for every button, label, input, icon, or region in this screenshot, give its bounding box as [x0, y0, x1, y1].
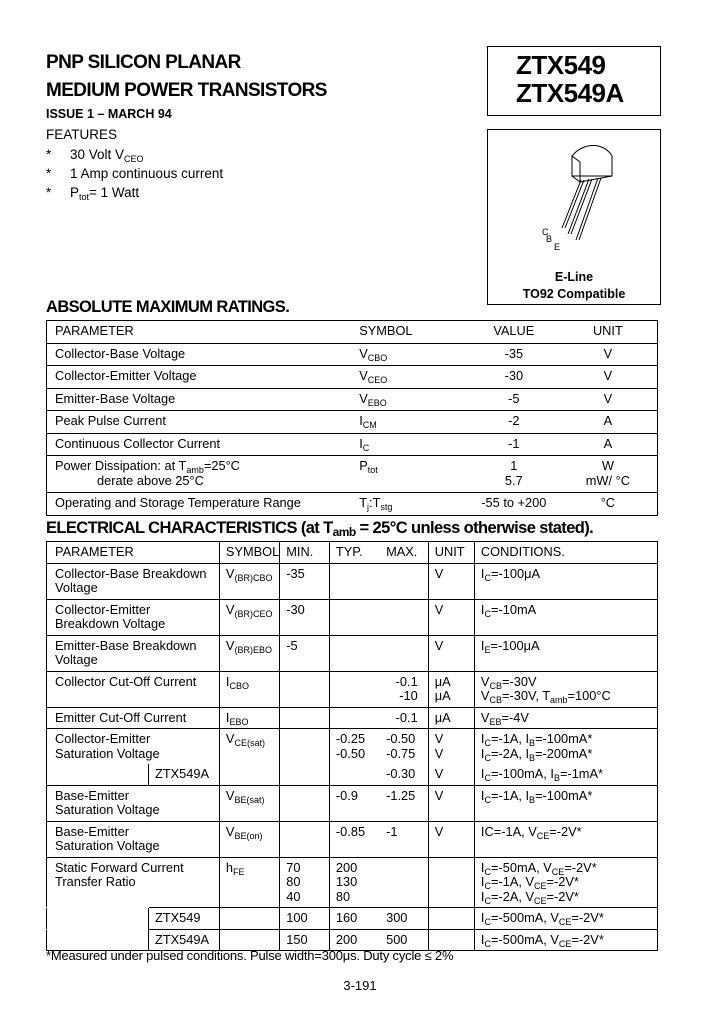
package-compat: TO92 Compatible — [522, 287, 626, 301]
table-row — [47, 785, 658, 821]
symbol-cell: $T_j:T_{stg}$ — [359, 495, 393, 512]
typ-cell: -0.85 — [329, 821, 380, 857]
param-cell: Collector-Base Breakdown Voltage — [55, 565, 207, 595]
symbol-cell: $h_{FE}$ — [219, 857, 279, 908]
feature-text-after: = 1 Watt — [89, 185, 140, 200]
table-row-power — [47, 456, 658, 493]
header-typ: TYP. — [329, 542, 380, 564]
param-cell: Collector Cut-Off Current — [55, 673, 197, 689]
max-cell: -0.1 -10 — [395, 673, 418, 703]
table-row — [47, 343, 658, 366]
unit-cell: W mW/ °C — [585, 458, 630, 488]
to92-package-drawing — [488, 130, 660, 260]
min-cell: -5 — [280, 635, 330, 671]
max-cell: -0.30 — [386, 766, 416, 781]
title-line-1: PNP SILICON PLANAR — [46, 52, 241, 73]
symbol-cell: $V_{CE(sat)}$ — [219, 729, 279, 765]
abs-ratings-title: ABSOLUTE MAXIMUM RATINGS. — [46, 298, 290, 316]
min-cell: -30 — [280, 599, 330, 635]
typ-cell: 160 — [329, 908, 380, 930]
min-cell: 100 — [280, 908, 330, 930]
value-cell: -2 — [508, 413, 520, 428]
variant-label: ZTX549 — [149, 908, 220, 930]
header-unit: UNIT — [592, 323, 623, 338]
table-row — [47, 411, 658, 434]
footnote: *Measured under pulsed conditions. Pulse width=300μs. Duty cycle ≤ 2% — [46, 948, 454, 963]
header-symbol: SYMBOL — [359, 323, 413, 338]
part-number-1: ZTX549 — [516, 50, 606, 80]
symbol-cell: $I_{CM}$ — [359, 413, 377, 430]
symbol-cell: $V_{(BR)CEO}$ — [219, 599, 279, 635]
feature-text: 1 Amp continuous current — [70, 166, 224, 181]
header-parameter: PARAMETER — [55, 544, 134, 559]
electrical-characteristics-table — [46, 541, 658, 951]
min-cell: 150 — [280, 929, 330, 951]
unit-cell: A — [603, 435, 613, 451]
header-conditions: CONDITIONS. — [474, 542, 657, 564]
param-cell: Collector-Emitter Breakdown Voltage — [55, 601, 166, 631]
unit-cell: V — [603, 345, 613, 361]
header-max: MAX. — [386, 544, 418, 559]
bullet: * — [46, 166, 52, 181]
value-cell: -5 — [508, 390, 520, 406]
symbol-cell: $V_{CBO}$ — [359, 345, 388, 363]
max-cell: -0.50 -0.75 — [386, 731, 416, 761]
max-cell: -1.25 — [386, 787, 416, 803]
conditions-cell: $I_E=-100\mu A$ — [474, 635, 657, 671]
variant-label: ZTX549A — [149, 764, 220, 785]
typ-cell: -0.9 — [329, 785, 380, 821]
feature-text: 30 Volt V — [70, 147, 125, 162]
feature-item — [46, 164, 224, 183]
conditions-cell: $V_{EB}=-4V$ — [474, 707, 657, 729]
package-name: E-Line — [554, 270, 594, 284]
feature-item — [46, 183, 140, 202]
unit-cell: V V — [428, 729, 474, 765]
value-cell: -35 — [504, 345, 524, 361]
feature-text: P — [70, 185, 80, 200]
unit-cell: °C — [600, 495, 616, 510]
header-min: MIN. — [280, 542, 330, 564]
conditions-cell: $I_C=-1A$, $I_B=-100mA*$ — [474, 785, 657, 821]
param-cell: Emitter Cut-Off Current — [55, 709, 187, 725]
table-header-row — [47, 542, 658, 564]
symbol-cell: $V_{BE(sat)}$ — [219, 785, 279, 821]
value-cell: -30 — [504, 368, 524, 383]
symbol-cell: $I_C$ — [359, 435, 370, 453]
symbol-cell: $V_{EBO}$ — [359, 390, 387, 408]
unit-cell: V — [428, 821, 474, 857]
unit-cell: μA — [428, 707, 474, 729]
features-heading: FEATURES — [46, 127, 118, 142]
conditions-cell: $I_C=-500mA$, $V_{CE}=-2V*$ — [474, 929, 657, 951]
unit-cell: A — [603, 413, 613, 428]
symbol-cell: $P_{tot}$ — [359, 458, 378, 475]
pin-c-label: C — [542, 227, 549, 237]
param-cell: Power Dissipation: at $T_{amb}=25^\circ C$ derate above 25°C — [55, 458, 240, 488]
param-cell: Collector-Emitter Saturation Voltage — [55, 731, 160, 761]
table-row — [47, 857, 658, 908]
feature-item — [46, 145, 144, 164]
table-header-row — [47, 321, 658, 344]
pin-e-label: E — [554, 242, 561, 252]
table-subrow — [47, 908, 658, 930]
param-cell: Peak Pulse Current — [55, 413, 166, 428]
param-cell: Emitter-Base Breakdown Voltage — [55, 637, 197, 667]
conditions-cell: $V_{CB}=-30V$ $V_{CB}=-30V$, $T_{amb}=100^\circ C$ — [474, 671, 657, 707]
param-cell: Static Forward Current Transfer Ratio — [55, 859, 184, 889]
feature-sub: CEO — [124, 154, 144, 164]
symbol-cell: $I_{CBO}$ — [219, 671, 279, 707]
unit-cell: V — [428, 635, 474, 671]
table-row — [47, 433, 658, 456]
table-row — [47, 599, 658, 635]
header-value: VALUE — [493, 323, 535, 338]
param-cell: Collector-Base Voltage — [55, 345, 186, 361]
unit-cell: V — [603, 390, 613, 406]
value-cell: -55 to +200 — [481, 495, 547, 510]
unit-cell: V — [428, 785, 474, 821]
param-cell: Emitter-Base Voltage — [55, 390, 176, 406]
table-row — [47, 671, 658, 707]
table-row — [47, 366, 658, 389]
elec-title: ELECTRICAL CHARACTERISTICS (at $T_{amb} = 25^\circ C$ unless otherwise stated). — [46, 519, 594, 539]
param-cell: Operating and Storage Temperature Range — [55, 495, 301, 510]
header-parameter: PARAMETER — [55, 323, 134, 338]
param-cell: Collector-Emitter Voltage — [55, 368, 197, 383]
symbol-cell: $I_{EBO}$ — [219, 707, 279, 729]
table-row — [47, 563, 658, 599]
conditions-cell: $I_C=-10mA$ — [474, 599, 657, 635]
typ-cell: 200 — [329, 929, 380, 951]
param-cell: Base-Emitter Saturation Voltage — [55, 823, 160, 853]
value-cell: 1 5.7 — [504, 458, 523, 488]
pin-b-label: B — [546, 234, 553, 244]
conditions-cell: $I_C=-50mA$, $V_{CE}=-2V*$ $I_C=-1A$, $V_{CE}=-2V*$ $I_C=-2A$, $V_{CE}=-2V*$ — [474, 857, 657, 908]
abs-ratings-table — [46, 320, 658, 516]
table-subrow — [47, 764, 658, 785]
param-cell: Continuous Collector Current — [55, 435, 221, 451]
symbol-cell: $V_{(BR)EBO}$ — [219, 635, 279, 671]
table-row — [47, 729, 658, 765]
unit-cell: V — [428, 599, 474, 635]
variant-label: ZTX549A — [149, 929, 220, 951]
value-cell: -1 — [508, 435, 520, 451]
conditions-cell: $I_C=-100\mu A$ — [474, 563, 657, 599]
table-row — [47, 388, 658, 411]
typ-cell: 200 130 80 — [329, 857, 380, 908]
package-box — [487, 129, 661, 305]
page-number: 3-191 — [343, 978, 377, 993]
unit-cell: V — [428, 764, 474, 785]
issue-date: ISSUE 1 – MARCH 94 — [46, 107, 172, 121]
header-symbol: SYMBOL — [219, 542, 279, 564]
symbol-cell: $V_{(BR)CBO}$ — [219, 563, 279, 599]
title-line-2: MEDIUM POWER TRANSISTORS — [46, 80, 327, 101]
header-unit: UNIT — [428, 542, 474, 564]
part-number-box — [487, 46, 661, 116]
feature-sub: tot — [79, 192, 90, 202]
table-row — [47, 707, 658, 729]
symbol-cell: $V_{CEO}$ — [359, 368, 388, 385]
typ-cell: -0.25 -0.50 — [329, 729, 380, 765]
conditions-cell: IC=-1A, $V_{CE}=-2V*$ — [474, 821, 657, 857]
min-cell: -35 — [280, 563, 330, 599]
conditions-cell: $I_C=-500mA$, $V_{CE}=-2V*$ — [474, 908, 657, 930]
max-cell: -0.1 — [395, 709, 418, 725]
table-row-temperature — [47, 493, 658, 516]
max-cell: -1 — [386, 823, 398, 839]
unit-cell: V — [428, 563, 474, 599]
max-cell: 500 — [386, 931, 408, 947]
conditions-cell: $I_C=-100mA$, $I_B=-1mA*$ — [474, 764, 657, 785]
max-cell: 300 — [386, 910, 408, 925]
bullet: * — [46, 185, 52, 200]
min-cell: 70 80 40 — [280, 857, 330, 908]
table-row — [47, 821, 658, 857]
part-number-2: ZTX549A — [516, 78, 624, 108]
symbol-cell: $V_{BE(on)}$ — [219, 821, 279, 857]
table-row — [47, 635, 658, 671]
conditions-cell: $I_C=-1A$, $I_B=-100mA*$ $I_C=-2A$, $I_B=-200mA*$ — [474, 729, 657, 765]
unit-cell: μA μA — [428, 671, 474, 707]
bullet: * — [46, 147, 52, 162]
unit-cell: V — [603, 368, 613, 383]
param-cell: Base-Emitter Saturation Voltage — [55, 787, 160, 817]
